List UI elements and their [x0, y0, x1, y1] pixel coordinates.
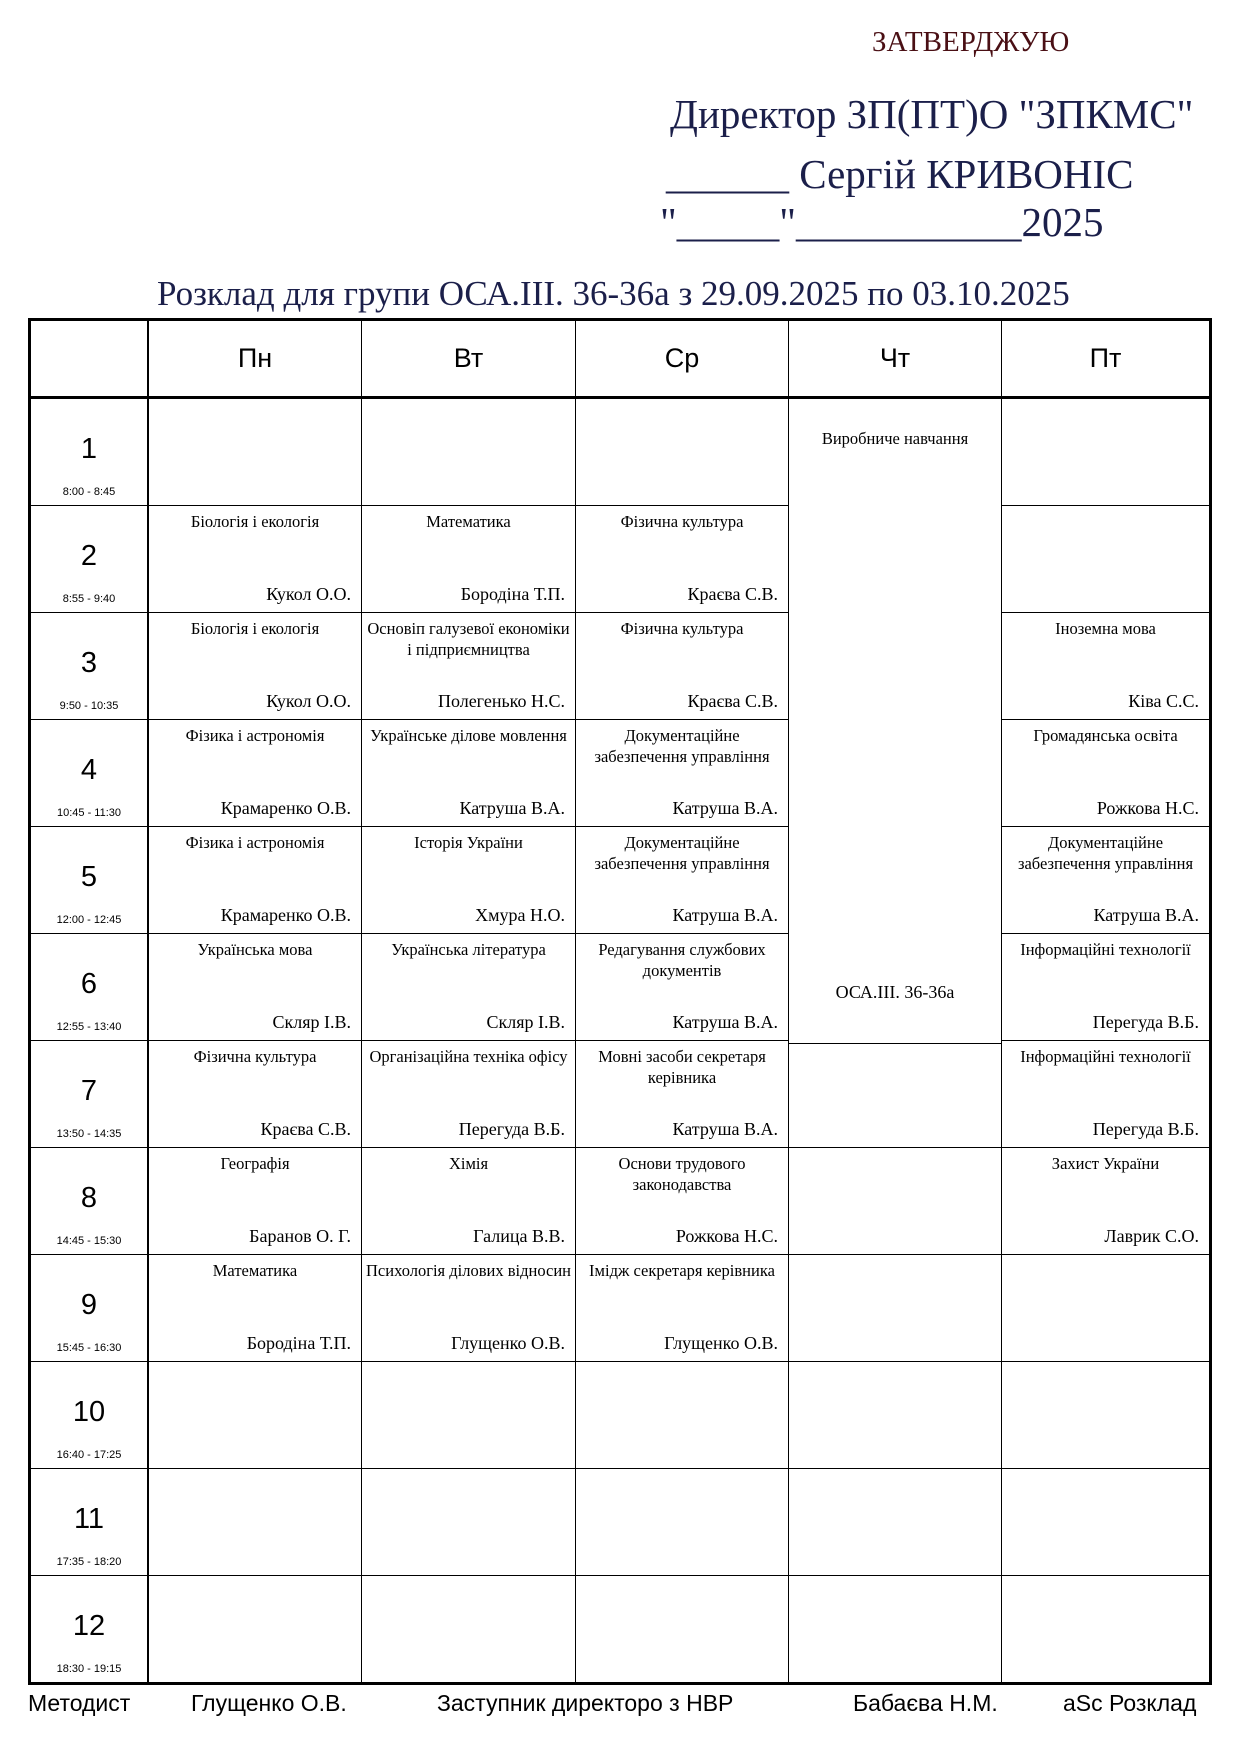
lesson-subject: Українська мова: [197, 940, 313, 959]
lesson-subject: Фізика і астрономія: [185, 726, 325, 745]
lesson-cell-mon: [149, 827, 362, 934]
deputy-name: Бабаєва Н.М.: [853, 1690, 998, 1716]
lesson-subject: Математика: [212, 1261, 298, 1280]
period-cell: [31, 827, 149, 934]
lesson-teacher: Глущенко О.В.: [451, 1333, 565, 1353]
lesson-cell-wed: [576, 1041, 789, 1148]
methodist-label: Методист: [28, 1690, 131, 1716]
lesson-teacher: Перегуда В.Б.: [1092, 1119, 1199, 1139]
period-cell: [31, 613, 149, 720]
day-header-thu: Чт: [789, 321, 1002, 399]
lesson-cell-thu: [789, 1362, 1002, 1469]
lesson-subject: Редагування службових документів: [598, 940, 766, 980]
period-cell: [31, 506, 149, 613]
lesson-subject: Історія України: [414, 833, 523, 852]
schedule-table: [28, 318, 1212, 1685]
lesson-cell-mon: [149, 720, 362, 827]
period-number: 6: [80, 968, 98, 1000]
lesson-subject: Біологія і екологія: [190, 619, 320, 638]
lesson-cell-mon: [149, 1255, 362, 1362]
lesson-cell-mon: [149, 399, 362, 506]
lesson-subject: Документаційне забезпечення управління: [1017, 833, 1194, 873]
lesson-cell-mon: [149, 1576, 362, 1683]
lesson-subject: Основи трудового законодавства: [618, 1154, 746, 1194]
period-number: 7: [80, 1075, 98, 1107]
lesson-subject: Фізична культура: [620, 512, 744, 531]
lesson-teacher: Крамаренко О.В.: [220, 798, 351, 818]
lesson-teacher: Рожкова Н.С.: [1096, 798, 1199, 818]
lesson-cell-tue: [362, 1041, 576, 1148]
period-cell: [31, 1576, 149, 1683]
lesson-cell-tue: [362, 506, 576, 613]
lesson-cell-tue: [362, 1148, 576, 1255]
period-time: 13:50 - 14:35: [56, 1128, 122, 1140]
lesson-cell-tue: [362, 1469, 576, 1576]
lesson-cell-fri: [1002, 1576, 1209, 1683]
lesson-cell-mon: [149, 1469, 362, 1576]
lesson-cell-fri: [1002, 827, 1209, 934]
page-title: Розклад для групи ОСА.ІІІ. 36-36а з 29.09.2025 по 03.10.2025: [157, 274, 1070, 313]
lesson-cell-wed: [576, 934, 789, 1041]
period-time: 8:55 - 9:40: [62, 593, 116, 605]
period-cell: [31, 1362, 149, 1469]
lesson-subject: Українська література: [391, 940, 546, 959]
lesson-subject: Імідж секретаря керівника: [589, 1261, 775, 1280]
period-number: 8: [80, 1182, 98, 1214]
lesson-teacher: Галица В.В.: [473, 1226, 565, 1246]
period-time: 8:00 - 8:45: [62, 486, 116, 498]
lesson-subject: Громадянська освіта: [1033, 726, 1178, 745]
period-number: 2: [80, 540, 98, 572]
day-header-wed: Ср: [576, 321, 789, 399]
lesson-cell-fri: [1002, 1255, 1209, 1362]
lesson-subject: Захист України: [1051, 1154, 1160, 1173]
lesson-cell-fri: [1002, 1148, 1209, 1255]
lesson-cell-tue: [362, 720, 576, 827]
lesson-subject: Фізика і астрономія: [185, 833, 325, 852]
lesson-subject: Організаційна техніка офісу: [369, 1047, 568, 1066]
thursday-subject: Виробниче навчання: [821, 429, 969, 448]
lesson-teacher: Катруша В.А.: [459, 798, 565, 818]
lesson-cell-fri: [1002, 506, 1209, 613]
lesson-teacher: Бородіна Т.П.: [460, 584, 565, 604]
period-cell: [31, 1041, 149, 1148]
methodist-name: Глущенко О.В.: [191, 1690, 347, 1716]
lesson-teacher: Катруша В.А.: [672, 1119, 778, 1139]
lesson-cell-tue: [362, 613, 576, 720]
lesson-cell-wed: [576, 1362, 789, 1469]
lesson-teacher: Полегенько Н.С.: [437, 691, 565, 711]
approve-label: ЗАТВЕРДЖУЮ: [872, 26, 1070, 58]
lesson-subject: Фізична культура: [620, 619, 744, 638]
period-time: 12:55 - 13:40: [56, 1021, 122, 1033]
lesson-cell-wed: [576, 1148, 789, 1255]
lesson-cell-mon: [149, 613, 362, 720]
lesson-cell-mon: [149, 1148, 362, 1255]
day-header-mon: Пн: [149, 321, 362, 399]
lesson-subject: Іноземна мова: [1055, 619, 1156, 638]
lesson-teacher: Ківа С.С.: [1128, 691, 1199, 711]
period-cell: [31, 1148, 149, 1255]
deputy-label: Заступник директоро з НВР: [437, 1690, 734, 1716]
lesson-subject: Інформаційні технології: [1020, 1047, 1191, 1066]
lesson-teacher: Крамаренко О.В.: [220, 905, 351, 925]
corner-cell: [31, 321, 149, 399]
lesson-cell-wed: [576, 613, 789, 720]
lesson-subject: Мовні засоби секретаря керівника: [598, 1047, 766, 1087]
period-time: 12:00 - 12:45: [56, 914, 122, 926]
lesson-teacher: Хмура Н.О.: [475, 905, 565, 925]
lesson-cell-thu: [789, 1576, 1002, 1683]
period-number: 1: [80, 433, 98, 465]
lesson-subject: Інформаційні технології: [1020, 940, 1191, 959]
lesson-teacher: Глущенко О.В.: [664, 1333, 778, 1353]
day-header-fri: Пт: [1002, 321, 1209, 399]
lesson-teacher: Катруша В.А.: [672, 798, 778, 818]
lesson-subject: Математика: [426, 512, 511, 531]
lesson-subject: Географія: [220, 1154, 290, 1173]
lesson-cell-tue: [362, 934, 576, 1041]
software-credit: aSc Розклад: [1063, 1690, 1197, 1716]
period-time: 15:45 - 16:30: [56, 1342, 122, 1354]
lesson-teacher: Краєва С.В.: [687, 691, 778, 711]
period-time: 10:45 - 11:30: [56, 807, 121, 819]
lesson-subject: Основіп галузевої економіки і підприємництва: [367, 619, 570, 659]
lesson-teacher: Катруша В.А.: [1093, 905, 1199, 925]
lesson-teacher: Кукол О.О.: [266, 691, 351, 711]
period-cell: [31, 934, 149, 1041]
lesson-teacher: Перегуда В.Б.: [1092, 1012, 1199, 1032]
lesson-teacher: Краєва С.В.: [687, 584, 778, 604]
lesson-cell-wed: [576, 720, 789, 827]
lesson-subject: Українське ділове мовлення: [370, 726, 567, 745]
lesson-cell-mon: [149, 506, 362, 613]
lesson-cell-fri: [1002, 720, 1209, 827]
lesson-cell-wed: [576, 1576, 789, 1683]
lesson-teacher: Катруша В.А.: [672, 905, 778, 925]
lesson-teacher: Рожкова Н.С.: [675, 1226, 778, 1246]
period-cell: [31, 1255, 149, 1362]
period-number: 5: [80, 861, 98, 893]
lesson-cell-tue: [362, 1576, 576, 1683]
period-cell: [31, 1469, 149, 1576]
period-time: 16:40 - 17:25: [56, 1449, 122, 1461]
period-number: 3: [80, 647, 98, 679]
period-cell: [31, 399, 149, 506]
period-number: 9: [80, 1289, 98, 1321]
lesson-cell-wed: [576, 827, 789, 934]
lesson-subject: Фізична культура: [193, 1047, 317, 1066]
lesson-cell-tue: [362, 1362, 576, 1469]
lesson-cell-tue: [362, 827, 576, 934]
lesson-cell-thu: [789, 1148, 1002, 1255]
lesson-cell-tue: [362, 399, 576, 506]
lesson-teacher: Катруша В.А.: [672, 1012, 778, 1032]
period-number: 4: [80, 754, 98, 786]
signature-line: ______ Сергій КРИВОНІС: [666, 151, 1134, 197]
lesson-cell-mon: [149, 934, 362, 1041]
date-line: "_____"___________2025: [660, 199, 1104, 245]
lesson-cell-fri: [1002, 1041, 1209, 1148]
lesson-teacher: Перегуда В.Б.: [458, 1119, 565, 1139]
lesson-teacher: Скляр І.В.: [272, 1012, 351, 1032]
director-line: Директор ЗП(ПТ)О "ЗПКМС": [670, 91, 1194, 137]
period-cell: [31, 720, 149, 827]
period-time: 14:45 - 15:30: [56, 1235, 122, 1247]
lesson-cell-fri: [1002, 1362, 1209, 1469]
lesson-subject: Біологія і екологія: [190, 512, 320, 531]
lesson-teacher: Баранов О. Г.: [249, 1226, 351, 1246]
lesson-cell-wed: [576, 1255, 789, 1362]
day-header-tue: Вт: [362, 321, 576, 399]
lesson-teacher: Бородіна Т.П.: [246, 1333, 351, 1353]
lesson-cell-fri: [1002, 934, 1209, 1041]
lesson-cell-fri: [1002, 1469, 1209, 1576]
lesson-cell-mon: [149, 1041, 362, 1148]
thursday-group: ОСА.ІІІ. 36-36а: [835, 982, 955, 1002]
lesson-cell-tue: [362, 1255, 576, 1362]
thursday-merged-cell: [789, 399, 1002, 1044]
lesson-teacher: Лаврик С.О.: [1104, 1226, 1199, 1246]
period-number: 11: [73, 1503, 105, 1535]
lesson-cell-fri: [1002, 399, 1209, 506]
period-time: 18:30 - 19:15: [56, 1663, 122, 1675]
lesson-teacher: Скляр І.В.: [486, 1012, 565, 1032]
period-number: 10: [72, 1396, 106, 1428]
lesson-cell-thu: [789, 1255, 1002, 1362]
lesson-cell-wed: [576, 399, 789, 506]
period-number: 12: [72, 1610, 106, 1642]
lesson-subject: Хімія: [448, 1154, 489, 1173]
period-time: 17:35 - 18:20: [56, 1556, 122, 1568]
lesson-subject: Психологія ділових відносин: [366, 1261, 571, 1280]
lesson-cell-fri: [1002, 613, 1209, 720]
lesson-teacher: Кукол О.О.: [266, 584, 351, 604]
period-time: 9:50 - 10:35: [59, 700, 119, 712]
lesson-subject: Документаційне забезпечення управління: [594, 726, 770, 766]
lesson-cell-thu: [789, 1041, 1002, 1148]
lesson-cell-wed: [576, 1469, 789, 1576]
lesson-subject: Документаційне забезпечення управління: [594, 833, 770, 873]
lesson-cell-mon: [149, 1362, 362, 1469]
lesson-teacher: Краєва С.В.: [260, 1119, 351, 1139]
lesson-cell-wed: [576, 506, 789, 613]
lesson-cell-thu: [789, 1469, 1002, 1576]
